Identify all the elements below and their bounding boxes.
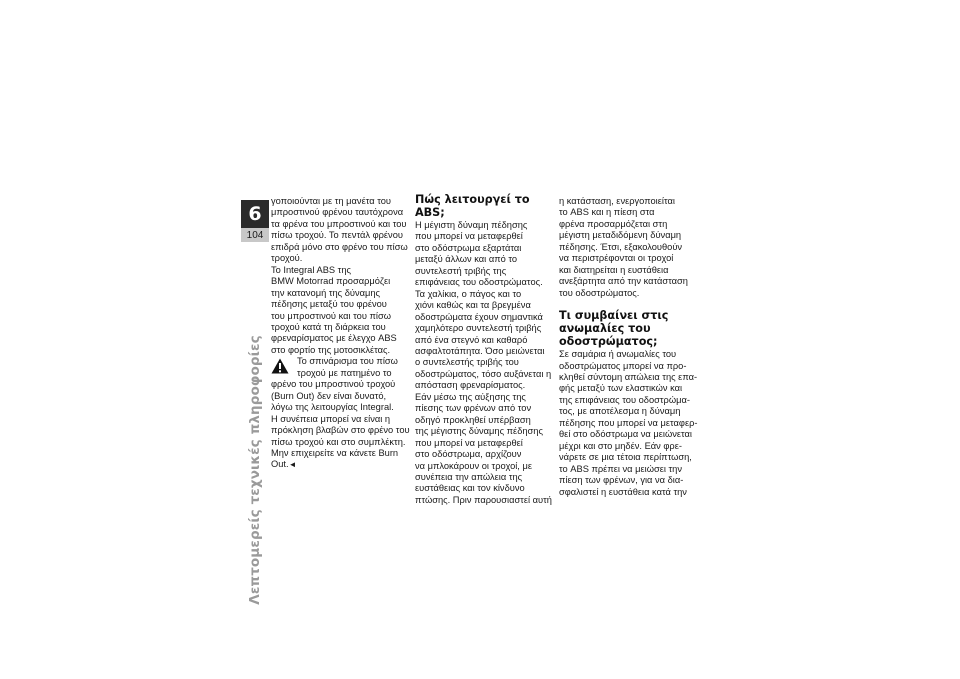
paragraph: Εάν μέσω της αύξησης της πίεσης των φρένων από τον οδηγό προκληθεί υπέρβαση της μέγιστης δύναμης πέδησης που μπορεί να μεταφερθεί στο οδόστρωμα, αρχίζουν να μπλοκάρουν οι τροχοί, με συνέπεια την απώλεια της ευστάθειας και τον κίνδυνο πτώσης. Πριν παρουσιαστεί αυτή xyxy=(415,391,552,505)
paragraph: η κατάσταση, ενεργοποιείται το ABS και η πίεση στα φρένα προσαρμόζεται στη μέγιστη μεταδιδόμενη δύναμη πέδησης. Έτσι, εξακολουθούν να περιστρέφονται οι τροχοί και διατηρείται η ευστάθεια ανεξάρτητα από την κατάσταση του οδοστρώματος. xyxy=(559,196,688,298)
warning-triangle-icon xyxy=(271,358,289,374)
chapter-title: Λεπτομερείς τεχνικές πληροφορίες xyxy=(247,335,263,605)
paragraph: Σε σαμάρια ή ανωμαλίες του οδοστρώματος μπορεί να προ- κληθεί σύντομη απώλεια της επα- φής μεταξύ των ελαστικών και της επιφάνειας του οδοστρώμα- τος, με αποτέλεσμα η δύναμη πέδησης που μπορεί να μεταφερ- θεί στο οδόστρωμα να μειώνεται μέχρι και στο μηδέν. Εάν φρε- νάρετε σε μια τέτοια περίπτωση, το ABS πρέπει να μειώσει την πίεση των φρένων, για να δια- σφαλιστεί η ευστάθεια κατά την xyxy=(559,349,698,497)
text-column-3 xyxy=(559,196,704,498)
text-column-2 xyxy=(415,193,555,506)
section-heading: Πώς λειτουργεί το ABS; xyxy=(415,193,530,219)
warning-text: φρένο του μπροστινού τροχού (Burn Out) δεν είναι δυνατό, λόγω της λειτουργίας Integral. Η συνέπεια μπορεί να είναι η πρόκληση βλαβών στο φρένο του πίσω τροχού και στο συμπλέκτη. Μην επιχειρείτε να κάνετε Burn Out. xyxy=(271,379,410,470)
end-mark: ◄ xyxy=(288,460,297,470)
chapter-number: 6 xyxy=(241,200,269,228)
paragraph: Το Integral ABS της BMW Motorrad προσαρμόζει την κατανομή της δύναμης πέδησης μεταξύ του φρένου του μπροστινού και του πίσω τροχού κατά τη διάρκεια του φρεναρίσματος με έλεγχο ABS στο φορτίο της μοτοσικλέτας. xyxy=(271,264,397,355)
section-heading: Τι συμβαίνει στις ανωμαλίες του οδοστρώματος; xyxy=(559,309,669,349)
warning-block xyxy=(271,356,411,471)
paragraph: γοποιούνται με τη μανέτα του μπροστινού φρένου ταυτόχρονα τα φρένα του μπροστινού και του πίσω τροχού. Το πεντάλ φρένου επιδρά μόνο στο φρένο του πίσω τροχού. xyxy=(271,196,408,264)
paragraph: Η μέγιστη δύναμη πέδησης που μπορεί να μεταφερθεί στο οδόστρωμα εξαρτάται μεταξύ άλλων και από το συντελεστή τριβής της επιφάνειας του οδοστρώματος. Τα χαλίκια, ο πάγος και το χιόνι καθώς και τα βρεγμένα οδοστρώματα έχουν σημαντικά χαμηλότερο συντελεστή τριβής από ένα στεγνό και καθαρό ασφαλτοτάπητα. Όσο μειώνεται ο συντελεστής τριβής του οδοστρώματος, τόσο αυξάνεται η απόσταση φρεναρίσματος. xyxy=(415,220,552,391)
text-column-1 xyxy=(271,196,411,471)
warning-text: Το σπινάρισμα του πίσω τροχού με πατημένο το xyxy=(297,356,398,378)
page-number: 104 xyxy=(241,228,269,242)
